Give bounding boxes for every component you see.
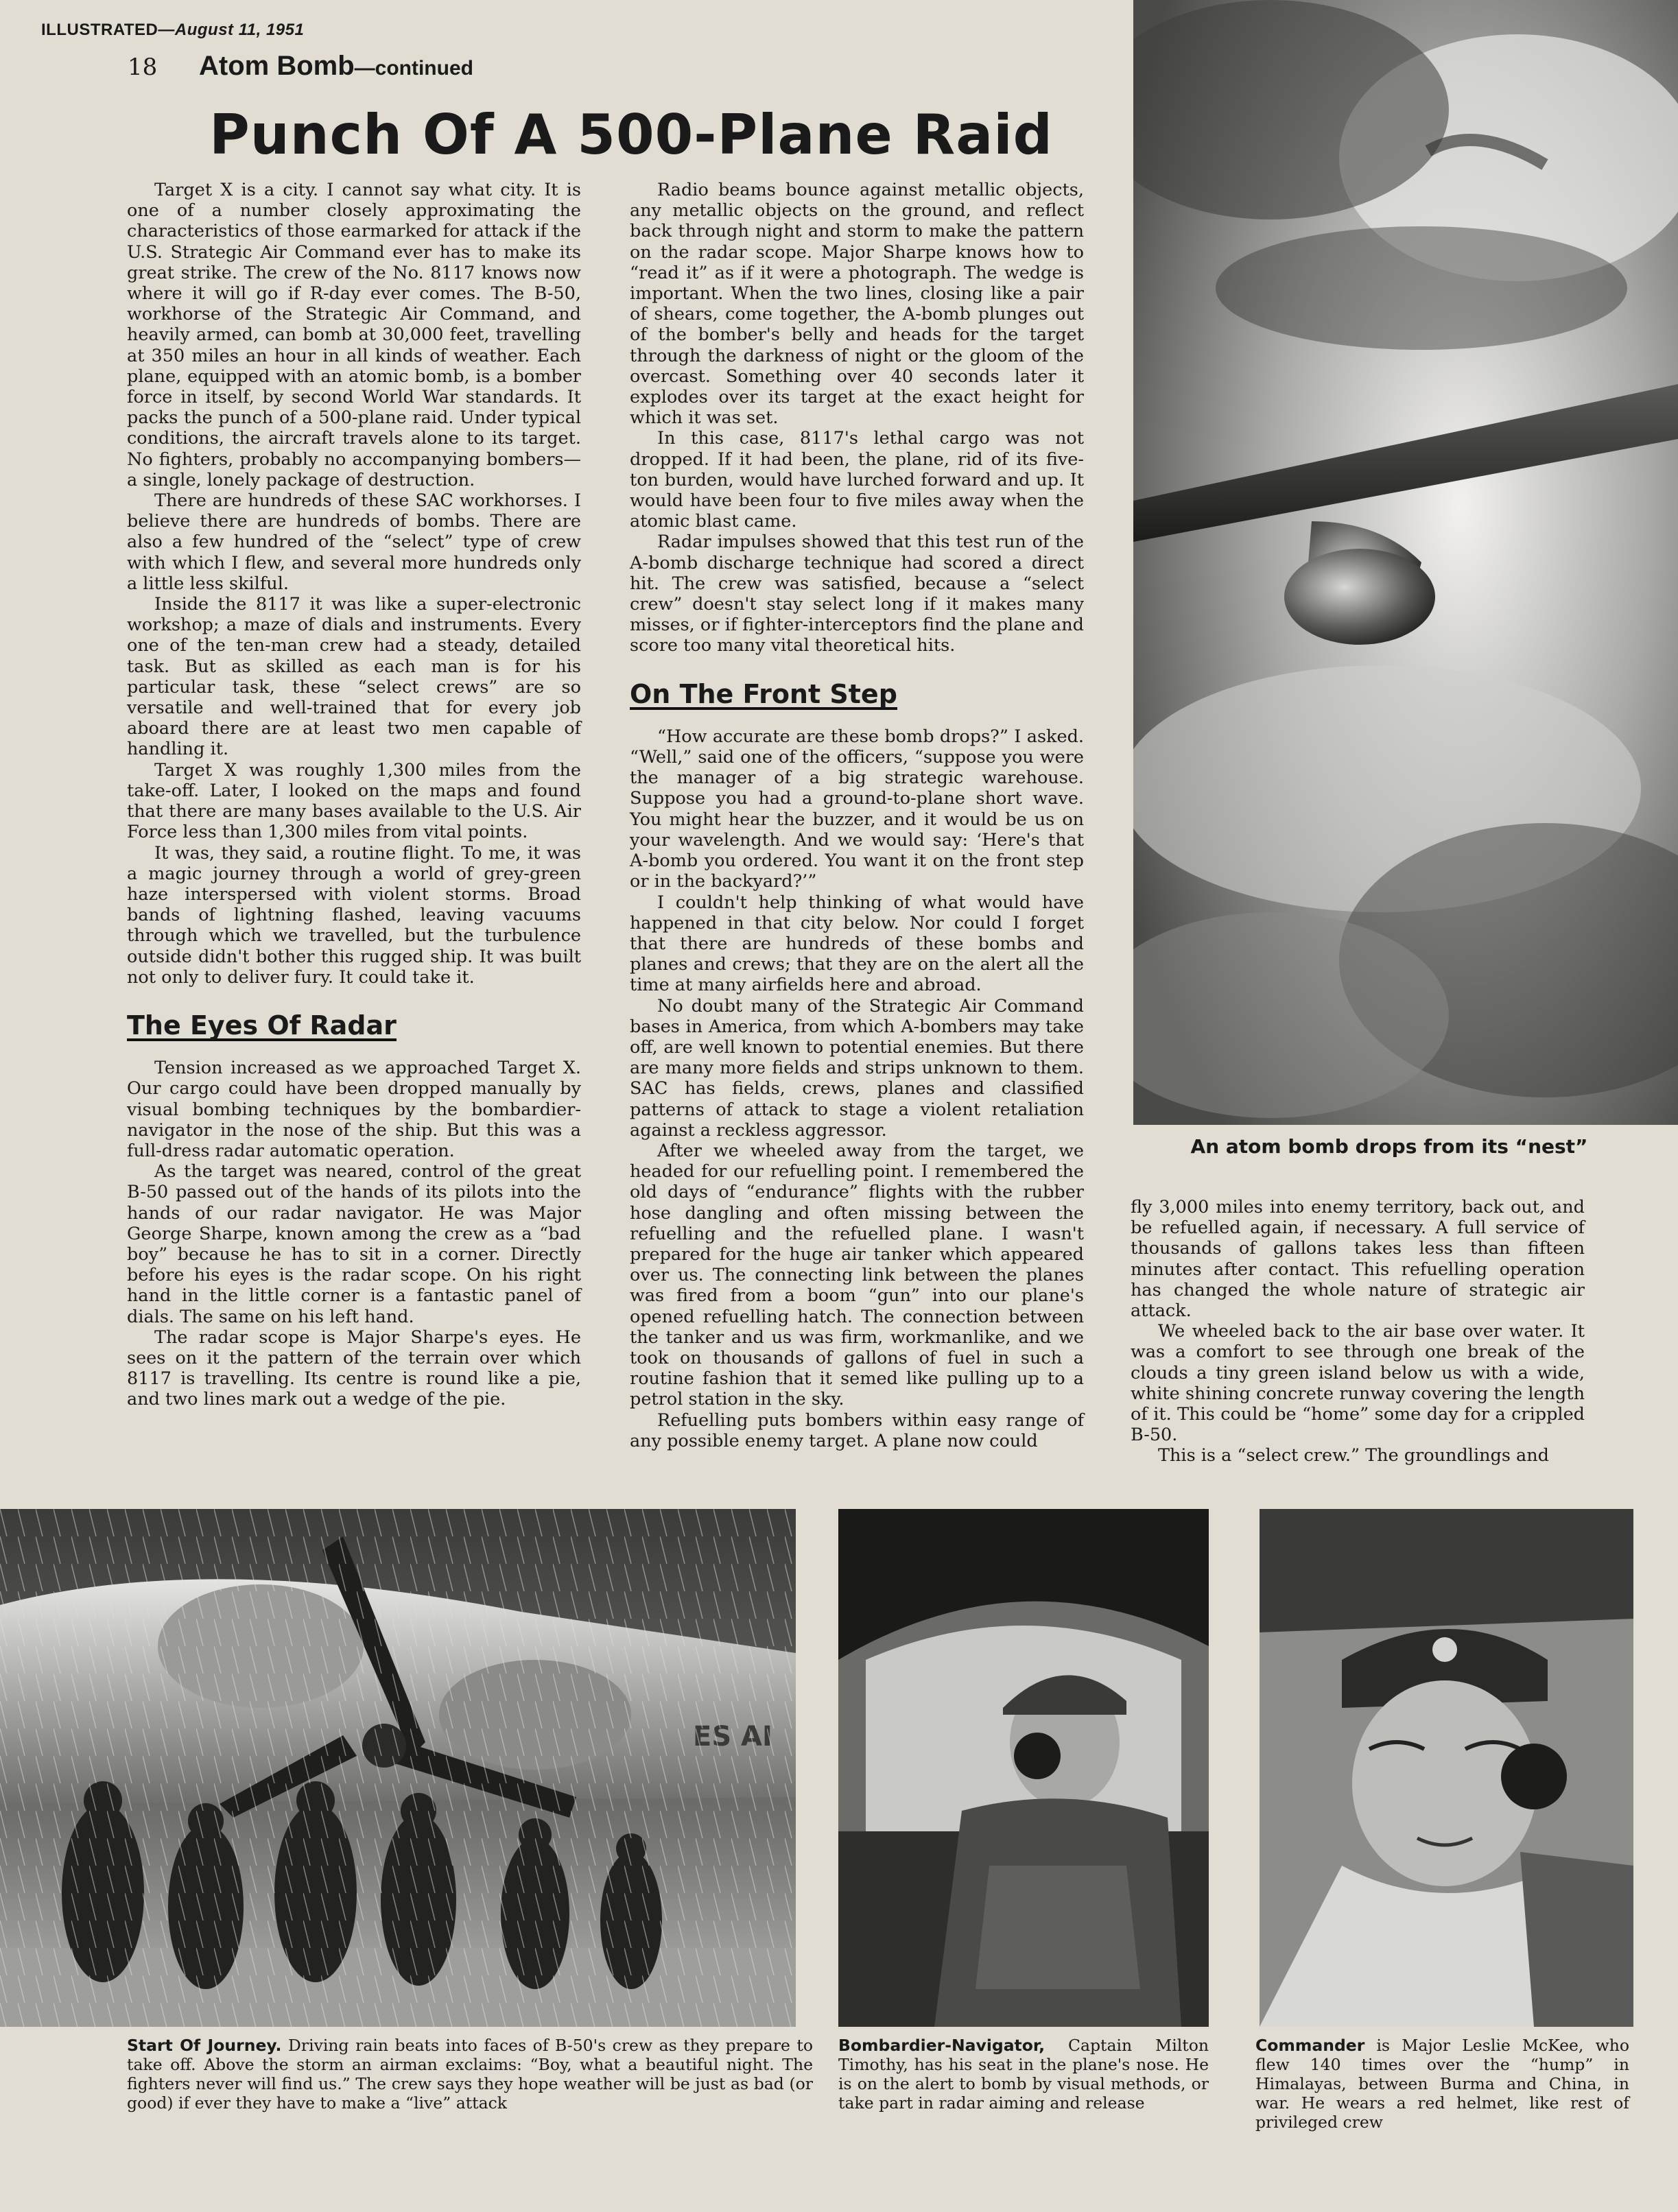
headline: Punch Of A 500-Plane Raid [209, 103, 1053, 167]
paragraph: No doubt many of the Strategic Air Command bases in America, from which A-bombers may take off, are well known to potential enemies. But there are many more fields and strips unknown to them. SAC has fields, crews, planes and classified patterns of attack to stage a violent retaliation against a reckless aggressor. [630, 995, 1084, 1141]
masthead [41, 21, 304, 40]
kicker-continued: —continued [354, 57, 473, 80]
caption-lead: Start Of Journey. [127, 2036, 282, 2055]
article-column-2 [630, 180, 1084, 1451]
caption-start-of-journey [127, 2036, 813, 2113]
paragraph: There are hundreds of these SAC workhorses. I believe there are hundreds of bombs. There are also a few hundred of the “select” type of crew with which I flew, and several more hundreds only a little less skilful. [127, 490, 581, 594]
paragraph: Tension increased as we approached Target X. Our cargo could have been dropped manually by visual bombing techniques by the bombardier-navigator in the nose of the ship. But this was a full-dress radar automatic operation. [127, 1058, 581, 1161]
paragraph: In this case, 8117's lethal cargo was not dropped. If it had been, the plane, rid of its five-ton burden, would have lurched forward and up. It would have been four to five miles away when the atomic blast came. [630, 428, 1084, 532]
commander-portrait-illustration [1260, 1509, 1633, 2027]
subheading-front-step: On The Front Step [630, 678, 897, 709]
paragraph: I couldn't help thinking of what would have happened in that city below. Nor could I forget that there are hundreds of these bombs and planes and crews; that they are on the alert all the time at many airfields here and abroad. [630, 892, 1084, 996]
paragraph: The radar scope is Major Sharpe's eyes. He sees on it the pattern of the terrain over which 8117 is travelling. Its centre is round like a pie, and two lines mark out a wedge of the pie. [127, 1327, 581, 1410]
paragraph: It was, they said, a routine flight. To me, it was a magic journey through a world of grey-green haze interspersed with violent storms. Broad bands of lightning flashed, leaving vacuums through which we travelled, but the turbulence outside didn't bother this rugged ship. It was built not only to deliver fury. It could take it. [127, 842, 581, 988]
page-number: 18 [128, 53, 158, 81]
paragraph: Target X was roughly 1,300 miles from the take-off. Later, I looked on the maps and found that there are many bases available to the U.S. Air Force less than 1,300 miles from vital points. [127, 759, 581, 843]
caption-text: is Major Leslie McKee, who flew 140 times over the “hump” in Himalayas, between Burma and China, in war. He wears a red helmet, like rest of privileged crew [1255, 2036, 1629, 2132]
caption-commander [1255, 2036, 1629, 2132]
caption-text: Captain Milton Timothy, has his seat in the plane's nose. He is on the alert to bomb by visual methods, or take part in radar aiming and release [838, 2036, 1209, 2113]
photo-start-of-journey [0, 1509, 796, 2027]
paragraph: Inside the 8117 it was like a super-electronic workshop; a maze of dials and instruments. Every one of the ten-man crew had a steady, detailed task. But as skilled as each man is for his particular task, these “select crews” are so versatile and well-trained that for every job aboard there are at least two men capable of handling it. [127, 594, 581, 760]
caption-lead: Bombardier-Navigator, [838, 2036, 1045, 2055]
crew-in-rain-illustration [0, 1509, 796, 2027]
photo-commander [1260, 1509, 1633, 2027]
photo-bombardier-navigator [838, 1509, 1209, 2027]
caption-text: Driving rain beats into faces of B-50's crew as they prepare to take off. Above the storm an airman exclaims: “Boy, what a beautiful night. The fighters never will find us.” The crew says they hope weather will be just as bad (or good) if ever they have to make a “live” attack [127, 2036, 813, 2113]
paragraph: Radio beams bounce against metallic objects, any metallic objects on the ground, and reflect back through night and storm to make the pattern on the radar scope. Major Sharpe knows how to “read it” as if it were a photograph. The wedge is important. When the two lines, closing like a pair of shears, come together, the A-bomb plunges out of the bomber's belly and heads for the target through the darkness of night or the gloom of the overcast. Something over 40 seconds later it explodes over its target at the exact height for which it was set. [630, 180, 1084, 429]
paragraph: “How accurate are these bomb drops?” I asked. “Well,” said one of the officers, “suppose you were the manager of a big strategic warehouse. Suppose you had a ground-to-plane short wave. You might hear the buzzer, and it would be us on your wavelength. And we would say: ‘Here's that A-bomb you ordered. You want it on the front step or in the backyard?’” [630, 726, 1084, 892]
navigator-photo-illustration [838, 1509, 1209, 2027]
paragraph: Radar impulses showed that this test run of the A-bomb discharge technique had scored a direct hit. The crew was satisfied, because a “select crew” doesn't stay select long if it makes many misses, or if fighter-interceptors find the plane and score too many vital theoretical hits. [630, 532, 1084, 656]
paragraph: Refuelling puts bombers within easy range of any possible enemy target. A plane now could [630, 1410, 1084, 1451]
masthead-date: August 11, 1951 [174, 21, 305, 39]
bomber-wing-illustration [1133, 0, 1678, 1125]
photo-caption-nest: An atom bomb drops from its “nest” [1190, 1135, 1588, 1158]
article-column-3 [1131, 1197, 1585, 1466]
paragraph: This is a “select crew.” The groundlings and [1158, 1445, 1550, 1466]
paragraph: As the target was neared, control of the great B-50 passed out of the hands of its pilots into the hands of our radar navigator. He was Major George Sharpe, known among the crew as a “bad boy” because he has to sit in a corner. Directly before his eyes is the radar scope. On his right hand in the little corner is a fantastic panel of dials. The same on his left hand. [127, 1161, 581, 1327]
article-column-1 [127, 180, 581, 1410]
paragraph: Target X is a city. I cannot say what city. It is one of a number closely approximating the characteristics of those earmarked for attack if the U.S. Strategic Air Command ever has to make its great strike. The crew of the No. 8117 knows now where it will go if R-day ever comes. The B-50, workhorse of the Strategic Air Command, and heavily armed, can bomb at 30,000 feet, travelling at 350 miles an hour in all kinds of weather. Each plane, equipped with an atomic bomb, is a bomber force in itself, by second World War standards. It packs the punch of a 500-plane raid. Under typical conditions, the aircraft travels alone to its target. No fighters, probably no accompanying bombers—a single, lonely package of destruction. [127, 180, 581, 490]
masthead-name: ILLUSTRATED— [41, 21, 175, 39]
photo-atom-bomb-nest [1133, 0, 1678, 1125]
caption-bombardier-navigator [838, 2036, 1209, 2113]
kicker [199, 51, 473, 82]
paragraph: We wheeled back to the air base over water. It was a comfort to see through one break of the clouds a tiny green island below us with a wide, white shining concrete runway covering the length of it. This could be “home” some day for a crippled B-50. [1131, 1321, 1585, 1446]
kicker-title: Atom Bomb [199, 51, 355, 81]
paragraph: After we wheeled away from the target, we headed for our refuelling point. I remembered the old days of “endurance” flights with the rubber hose dangling and often missing between the refuelling and the refuelled plane. I wasn't prepared for the huge air tanker which appeared over us. The connecting link between the planes was fired from a boom “gun” into our plane's opened refuelling hatch. The connection between the tanker and us was firm, workmanlike, and we took on thousands of gallons of fuel in such a routine fashion that it semed like pulling up to a petrol station in the sky. [630, 1140, 1084, 1410]
caption-lead: Commander [1255, 2036, 1365, 2055]
subheading-eyes-of-radar: The Eyes Of Radar [127, 1010, 397, 1040]
paragraph: fly 3,000 miles into enemy territory, back out, and be refuelled again, if necessary. A full service of thousands of gallons takes less than fifteen minutes after contact. This refuelling operation has changed the whole nature of strategic air attack. [1131, 1197, 1585, 1322]
